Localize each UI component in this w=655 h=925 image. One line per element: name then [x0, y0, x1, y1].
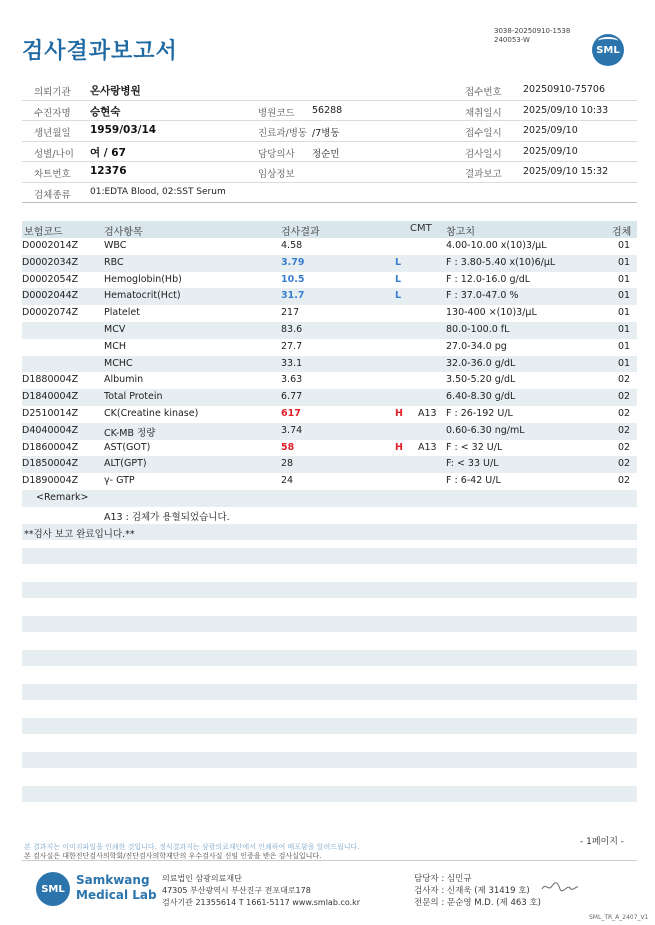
- hospital-value: 온사랑병원: [90, 85, 141, 97]
- clinical-label: 임상정보: [258, 169, 295, 180]
- page-number: - 1페이지 -: [580, 837, 625, 847]
- cell-result: 3.63: [281, 374, 303, 386]
- document-number: 3038-20250910-1538 240053-W: [494, 27, 571, 44]
- cell-item: MCHC: [104, 357, 133, 369]
- chart-label: 차트번호: [34, 169, 71, 180]
- cell-result: 3.74: [281, 424, 303, 436]
- hosp-code-value: 56288: [312, 104, 343, 116]
- cell-flag: L: [395, 290, 402, 302]
- col-ref-header: 참고치: [446, 227, 475, 238]
- receipt-date-label: 접수일시: [465, 128, 502, 139]
- cell-spec: 02: [618, 407, 631, 419]
- cell-item: ALT(GPT): [104, 458, 147, 470]
- sex-age-value: 여 / 67: [90, 146, 126, 159]
- info-row: [22, 80, 637, 101]
- cell-ref: 4.00-10.00 x(10)3/μL: [446, 240, 547, 251]
- cell-result: 33.1: [281, 357, 303, 369]
- table-row: [22, 356, 637, 373]
- collect-label: 채취일시: [465, 107, 502, 119]
- col-cmt-header: CMT: [410, 223, 432, 234]
- cell-spec: 01: [618, 273, 631, 285]
- remark-label-row: [22, 490, 637, 507]
- doctor-value: 정순민: [312, 148, 340, 160]
- cell-ref: F : 6-42 U/L: [446, 475, 501, 487]
- report-complete-text-row: [22, 524, 637, 541]
- blank-band: [22, 548, 637, 564]
- table-row: [22, 288, 637, 305]
- report-complete-text: **검사 보고 완료입니다.**: [24, 528, 135, 540]
- remark-label: <Remark>: [36, 492, 89, 503]
- cell-code: D0002034Z: [22, 256, 79, 268]
- cell-code: D1890004Z: [22, 475, 79, 487]
- cell-code: D1880004Z: [22, 374, 79, 386]
- cell-item: RBC: [104, 256, 124, 268]
- cell-ref: F: < 33 U/L: [446, 458, 499, 470]
- cell-ref: F : < 32 U/L: [446, 441, 503, 453]
- cell-result: 28: [281, 458, 294, 470]
- staff-info: 담당자 : 심민규 검사자 : 신재욱 (제 31419 호) 전문의 : 문순영 M.D. (제 463 호): [414, 874, 541, 908]
- cell-item: Hemoglobin(Hb): [104, 273, 182, 285]
- report-value: 2025/09/10 15:32: [523, 166, 609, 177]
- cell-spec: 01: [618, 256, 631, 268]
- col-item-header: 검사항목: [104, 227, 143, 238]
- cell-ref: 27.0-34.0 pg: [446, 340, 507, 352]
- cell-result: 10.5: [281, 273, 305, 285]
- cell-item: MCH: [104, 340, 126, 352]
- cell-spec: 01: [618, 357, 631, 369]
- blank-band: [22, 786, 637, 802]
- cell-code: D2510014Z: [22, 407, 79, 419]
- cell-spec: 02: [618, 475, 631, 487]
- cell-ref: 32.0-36.0 g/dL: [446, 357, 516, 369]
- cell-spec: 02: [618, 374, 631, 386]
- hospital-label: 의뢰기관: [34, 87, 71, 98]
- cell-result: 58: [281, 441, 295, 453]
- table-row: [22, 272, 637, 289]
- table-row: [22, 305, 637, 322]
- sex-age-label: 성별/나이: [34, 148, 74, 160]
- cell-result: 4.58: [281, 240, 303, 251]
- cell-spec: 01: [618, 340, 631, 352]
- col-result-header: 검사결과: [281, 227, 320, 238]
- institution-info: 의료법인 삼광의료재단 47305 부산광역시 부산진구 전포대로178 검사기관 21355614 T 1661-5117 www.smlab.co.kr: [162, 874, 361, 907]
- blank-band: [22, 718, 637, 734]
- table-row: [22, 473, 637, 490]
- cell-code: D4040004Z: [22, 424, 79, 436]
- birth-value: 1959/03/14: [90, 124, 157, 136]
- cell-item: MCV: [104, 323, 126, 335]
- doctor-label: 담당의사: [258, 148, 295, 160]
- cell-cmt: A13: [418, 441, 437, 453]
- cell-spec: 01: [618, 307, 631, 319]
- cell-code: D1840004Z: [22, 391, 79, 403]
- cell-spec: 01: [618, 240, 631, 251]
- footer-divider: [22, 860, 637, 861]
- table-row: [22, 238, 637, 255]
- remark-text-row: [22, 507, 637, 524]
- cell-ref: 130-400 ×(10)3/μL: [446, 307, 537, 319]
- cell-ref: F : 12.0-16.0 g/dL: [446, 273, 531, 285]
- info-row: [22, 142, 637, 163]
- cell-spec: 01: [618, 323, 631, 335]
- cell-ref: F : 37.0-47.0 %: [446, 290, 519, 302]
- dept-label: 진료과/병동: [258, 128, 308, 139]
- dept-value: /7병동: [312, 128, 340, 139]
- cell-result: 6.77: [281, 391, 303, 403]
- info-row: [22, 101, 637, 122]
- cell-flag: L: [395, 273, 402, 285]
- table-row: [22, 372, 637, 389]
- cell-item: Platelet: [104, 307, 140, 319]
- cell-result: 83.6: [281, 323, 303, 335]
- cell-item: AST(GOT): [104, 441, 151, 453]
- table-row: [22, 339, 637, 356]
- cell-code: D0002044Z: [22, 290, 79, 302]
- remark-text: A13 : 검체가 용혈되었습니다.: [104, 511, 230, 523]
- cell-result: 217: [281, 307, 300, 319]
- col-spec-header: 검체: [612, 227, 632, 238]
- cell-cmt: A13: [418, 407, 437, 419]
- signature-image: [540, 880, 580, 894]
- cell-item: CK(Creatine kinase): [104, 407, 199, 419]
- blank-band: [22, 650, 637, 666]
- cell-item: Total Protein: [104, 391, 163, 403]
- cell-ref: 80.0-100.0 fL: [446, 323, 510, 335]
- info-row: [22, 183, 637, 204]
- receipt-no-value: 20250910-75706: [523, 84, 606, 95]
- hosp-code-label: 병원코드: [258, 107, 295, 119]
- table-row: [22, 255, 637, 272]
- chart-value: 12376: [90, 165, 127, 177]
- remark-section: [22, 490, 637, 540]
- cell-flag: H: [395, 407, 403, 419]
- cell-result: 31.7: [281, 290, 305, 302]
- cell-ref: 3.50-5.20 g/dL: [446, 374, 516, 386]
- receipt-date-value: 2025/09/10: [523, 125, 578, 136]
- table-row: [22, 406, 637, 423]
- report-title: 검사결과보고서: [22, 39, 178, 64]
- cell-spec: 02: [618, 391, 631, 403]
- sml-logo: SML: [592, 34, 624, 66]
- cell-result: 3.79: [281, 256, 305, 268]
- specimen-value: 01:EDTA Blood, 02:SST Serum: [90, 186, 226, 197]
- table-row: [22, 440, 637, 457]
- results-table-body: [22, 238, 637, 490]
- cell-ref: F : 26-192 U/L: [446, 407, 513, 419]
- receipt-no-label: 접수번호: [465, 87, 502, 98]
- cell-item: Albumin: [104, 374, 144, 386]
- specimen-label: 검체종류: [34, 189, 71, 201]
- cell-flag: L: [395, 256, 402, 268]
- exam-date-value: 2025/09/10: [523, 145, 578, 157]
- report-label: 결과보고: [465, 169, 502, 180]
- cell-spec: 01: [618, 290, 631, 302]
- cell-spec: 02: [618, 441, 631, 453]
- blank-band: [22, 684, 637, 700]
- info-row: [22, 162, 637, 183]
- cell-spec: 02: [618, 424, 631, 436]
- cell-item: γ- GTP: [104, 475, 135, 487]
- col-code-header: 보험코드: [24, 227, 63, 238]
- blank-band: [22, 752, 637, 768]
- results-table-header: [22, 221, 637, 238]
- footer-sml-logo: SML: [36, 872, 70, 906]
- cell-flag: H: [395, 441, 403, 453]
- name-label: 수진자명: [34, 107, 71, 119]
- cell-spec: 02: [618, 458, 631, 470]
- cell-item: CK-MB 정량: [104, 427, 156, 439]
- cell-code: D0002074Z: [22, 307, 79, 319]
- cell-code: D1850004Z: [22, 458, 79, 470]
- accreditation-notice: 본 검사실은 대한진단검사의학회/진단검사의학재단의 우수검사실 신임 인증을 받은 검사실입니다.: [24, 852, 322, 860]
- cell-code: D1860004Z: [22, 441, 79, 453]
- cell-ref: 0.60-6.30 ng/mL: [446, 424, 525, 436]
- table-row: [22, 322, 637, 339]
- cell-item: Hematocrit(Hct): [104, 290, 181, 302]
- form-number: SML_TR_A_2407_V1: [589, 914, 649, 921]
- table-row: [22, 456, 637, 473]
- blank-band: [22, 616, 637, 632]
- cell-ref: F : 3.80-5.40 x(10)6/μL: [446, 256, 556, 268]
- blank-band: [22, 582, 637, 598]
- footer-logo-text: Samkwang Medical Lab: [76, 873, 157, 902]
- birth-label: 생년월일: [34, 128, 71, 139]
- cell-ref: 6.40-8.30 g/dL: [446, 391, 516, 403]
- name-value: 승현숙: [90, 105, 121, 118]
- cell-code: D0002014Z: [22, 240, 79, 251]
- table-row: [22, 389, 637, 406]
- patient-info: [22, 80, 637, 203]
- print-notice: 본 결과지는 이미지파일을 인쇄한 것입니다. 정식결과지는 삼광의료재단에서 인쇄하여 배포함을 알려드립니다.: [24, 843, 360, 851]
- cell-result: 617: [281, 407, 301, 419]
- collect-value: 2025/09/10 10:33: [523, 104, 609, 116]
- cell-result: 24: [281, 475, 294, 487]
- cell-result: 27.7: [281, 340, 303, 352]
- table-row: [22, 423, 637, 440]
- info-row: [22, 121, 637, 142]
- exam-date-label: 검사일시: [465, 148, 502, 160]
- cell-item: WBC: [104, 240, 127, 251]
- cell-code: D0002054Z: [22, 273, 79, 285]
